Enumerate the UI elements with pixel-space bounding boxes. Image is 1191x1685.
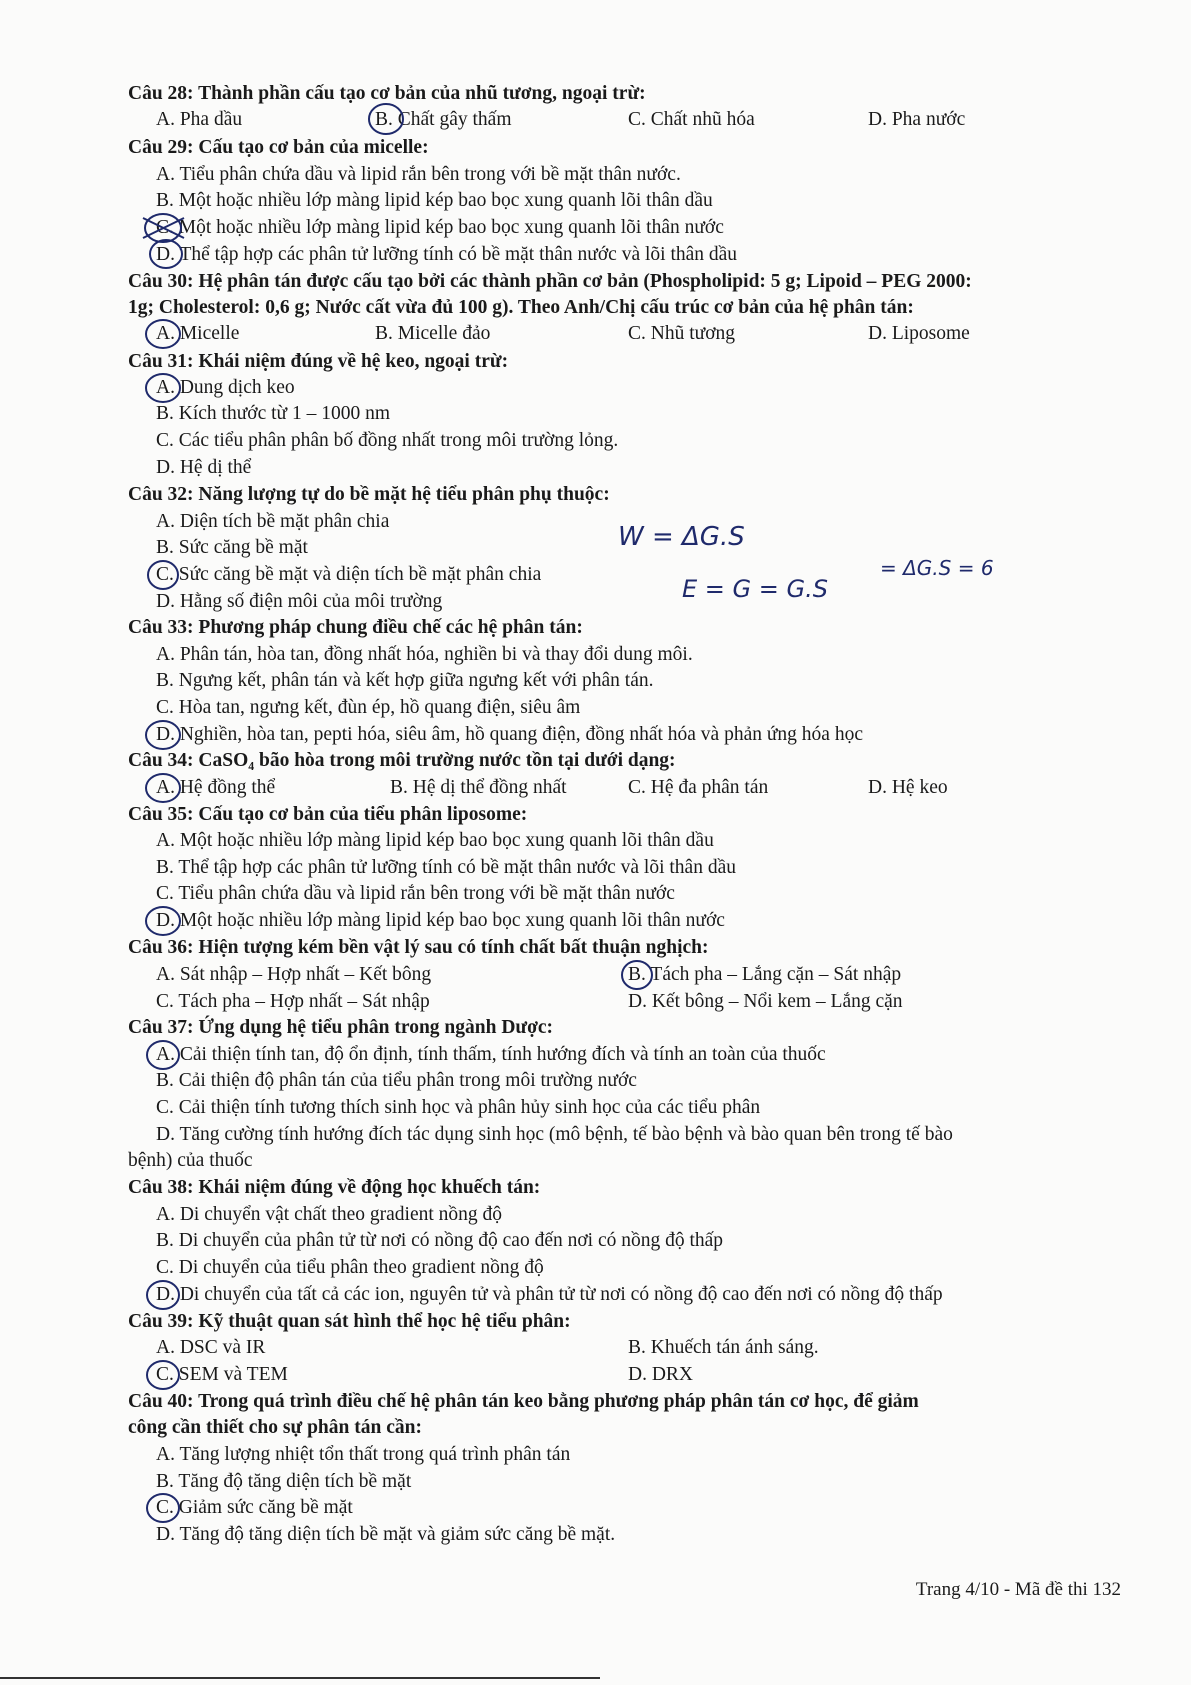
q40-option-c: C. Giảm sức căng bề mặt [156, 1497, 353, 1518]
question-32-title: Câu 32: Năng lượng tự do bề mặt hệ tiểu phân phụ thuộc: [128, 484, 610, 505]
question-30-title: Câu 30: Hệ phân tán được cấu tạo bởi các thành phần cơ bản (Phospholipid: 5 g; Lipoid – PEG 2000: [128, 271, 972, 292]
q32-option-a: A. Diện tích bề mặt phân chia [156, 511, 390, 532]
q31-option-b: B. Kích thước từ 1 – 1000 nm [156, 403, 391, 424]
q36-option-a: A. Sát nhập – Hợp nhất – Kết bông [156, 964, 432, 985]
q39-option-b: B. Khuếch tán ánh sáng. [628, 1337, 819, 1358]
question-39-title: Câu 39: Kỹ thuật quan sát hình thể học hệ tiểu phân: [128, 1311, 571, 1332]
q32-option-d: D. Hằng số điện môi của môi trường [156, 591, 443, 612]
q40-option-b: B. Tăng độ tăng diện tích bề mặt [156, 1471, 412, 1492]
q28-option-c: C. Chất nhũ hóa [628, 109, 755, 130]
q38-option-a: A. Di chuyển vật chất theo gradient nồng độ [156, 1204, 503, 1225]
q37-option-d: D. Tăng cường tính hướng đích tác dụng sinh học (mô bệnh, tế bào bệnh và bào quan bên trong tế bào [156, 1124, 953, 1145]
q39-option-a: A. DSC và IR [156, 1337, 266, 1358]
handwritten-note-1: W = ΔG.S [618, 522, 745, 552]
q34-option-c: C. Hệ đa phân tán [628, 777, 769, 798]
question-35-title: Câu 35: Cấu tạo cơ bản của tiểu phân liposome: [128, 804, 528, 825]
question-37-title: Câu 37: Ứng dụng hệ tiểu phân trong ngành Dược: [128, 1017, 554, 1038]
q37-option-d-cont: bệnh) của thuốc [128, 1150, 253, 1171]
q28-option-d: D. Pha nước [868, 109, 966, 130]
q33-option-d: D. Nghiền, hòa tan, pepti hóa, siêu âm, hồ quang điện, đồng nhất hóa và phản ứng hóa học [156, 724, 863, 745]
bottom-rule [0, 1677, 600, 1679]
q36-option-d: D. Kết bông – Nổi kem – Lắng cặn [628, 991, 903, 1012]
handwritten-note-2: = ΔG.S = 6 [880, 556, 994, 580]
handwritten-note-3: E = G = G.S [682, 575, 828, 603]
q29-option-b: B. Một hoặc nhiều lớp màng lipid kép bao bọc xung quanh lõi thân dầu [156, 190, 713, 211]
q30-option-a: A. Micelle [156, 323, 240, 344]
q35-option-d: D. Một hoặc nhiều lớp màng lipid kép bao bọc xung quanh lõi thân nước [156, 910, 725, 931]
q40-option-a: A. Tăng lượng nhiệt tổn thất trong quá trình phân tán [156, 1444, 571, 1465]
q35-option-a: A. Một hoặc nhiều lớp màng lipid kép bao bọc xung quanh lõi thân dầu [156, 830, 714, 851]
q37-option-c: C. Cải thiện tính tương thích sinh học và phân hủy sinh học của các tiểu phân [156, 1097, 761, 1118]
q38-option-c: C. Di chuyển của tiểu phân theo gradient nồng độ [156, 1257, 544, 1278]
q31-option-a: A. Dung dịch keo [156, 377, 295, 398]
q31-option-d: D. Hệ dị thể [156, 457, 252, 478]
q30-option-d: D. Liposome [868, 323, 970, 344]
q29-option-a: A. Tiểu phân chứa dầu và lipid rắn bên trong với bề mặt thân nước. [156, 164, 681, 185]
q36-option-b: B. Tách pha – Lắng cặn – Sát nhập [628, 964, 902, 985]
q37-option-b: B. Cải thiện độ phân tán của tiểu phân trong môi trường nước [156, 1070, 637, 1091]
q34-option-b: B. Hệ dị thể đồng nhất [390, 777, 567, 798]
q34-option-d: D. Hệ keo [868, 777, 948, 798]
q38-option-d: D. Di chuyển của tất cả các ion, nguyên tử và phân tử từ nơi có nồng độ cao đến nơi có nồng độ thấp [156, 1284, 943, 1305]
q36-option-c: C. Tách pha – Hợp nhất – Sát nhập [156, 991, 430, 1012]
q33-option-a: A. Phân tán, hòa tan, đồng nhất hóa, nghiền bi và thay đổi dung môi. [156, 644, 693, 665]
q32-option-c: C. Sức căng bề mặt và diện tích bề mặt phân chia [156, 564, 542, 585]
q38-option-b: B. Di chuyển của phân tử từ nơi có nồng độ cao đến nơi có nồng độ thấp [156, 1230, 724, 1251]
question-36-title: Câu 36: Hiện tượng kém bền vật lý sau có tính chất bất thuận nghịch: [128, 937, 709, 958]
q33-option-b: B. Ngưng kết, phân tán và kết hợp giữa ngưng kết với phân tán. [156, 670, 654, 691]
q31-option-c: C. Các tiểu phân phân bố đồng nhất trong môi trường lỏng. [156, 430, 619, 451]
question-40-title: Câu 40: Trong quá trình điều chế hệ phân tán keo bằng phương pháp phân tán cơ học, để giảm [128, 1391, 919, 1412]
question-31-title: Câu 31: Khái niệm đúng về hệ keo, ngoại trừ: [128, 351, 509, 372]
q34-option-a: A. Hệ đồng thể [156, 777, 276, 798]
question-34-title: Câu 34: CaSO₄ bão hòa trong môi trường nước tồn tại dưới dạng: [128, 750, 676, 771]
q29-option-d: D. Thể tập hợp các phân tử lưỡng tính có bề mặt thân nước và lõi thân dầu [156, 244, 738, 265]
question-38-title: Câu 38: Khái niệm đúng về động học khuếch tán: [128, 1177, 541, 1198]
q32-option-b: B. Sức căng bề mặt [156, 537, 308, 558]
q30-option-c: C. Nhũ tương [628, 323, 736, 344]
q28-option-a: A. Pha dầu [156, 109, 243, 130]
q39-option-c: C. SEM và TEM [156, 1364, 288, 1385]
q33-option-c: C. Hòa tan, ngưng kết, đùn ép, hồ quang điện, siêu âm [156, 697, 581, 718]
q35-option-b: B. Thể tập hợp các phân tử lưỡng tính có bề mặt thân nước và lõi thân dầu [156, 857, 736, 878]
q29-option-c: C. Một hoặc nhiều lớp màng lipid kép bao bọc xung quanh lõi thân nước [156, 217, 724, 238]
q35-option-c: C. Tiểu phân chứa dầu và lipid rắn bên trong với bề mặt thân nước [156, 883, 675, 904]
question-30-title-cont: 1g; Cholesterol: 0,6 g; Nước cất vừa đủ 100 g). Theo Anh/Chị cấu trúc cơ bản của hệ phân tán: [128, 297, 914, 318]
question-40-title-cont: công cần thiết cho sự phân tán cần: [128, 1417, 422, 1438]
q39-option-d: D. DRX [628, 1364, 694, 1385]
question-29-title: Câu 29: Cấu tạo cơ bản của micelle: [128, 137, 429, 158]
q30-option-b: B. Micelle đảo [375, 323, 491, 344]
question-28-title: Câu 28: Thành phần cấu tạo cơ bản của nhũ tương, ngoại trừ: [128, 83, 646, 104]
question-33-title: Câu 33: Phương pháp chung điều chế các hệ phân tán: [128, 617, 583, 638]
q28-option-b: B. Chất gây thấm [375, 109, 512, 130]
q40-option-d: D. Tăng độ tăng diện tích bề mặt và giảm sức căng bề mặt. [156, 1524, 616, 1545]
page-footer: Trang 4/10 - Mã đề thi 132 [915, 1579, 1121, 1600]
q37-option-a: A. Cải thiện tính tan, độ ổn định, tính thấm, tính hướng đích và tính an toàn của thuốc [156, 1044, 826, 1065]
